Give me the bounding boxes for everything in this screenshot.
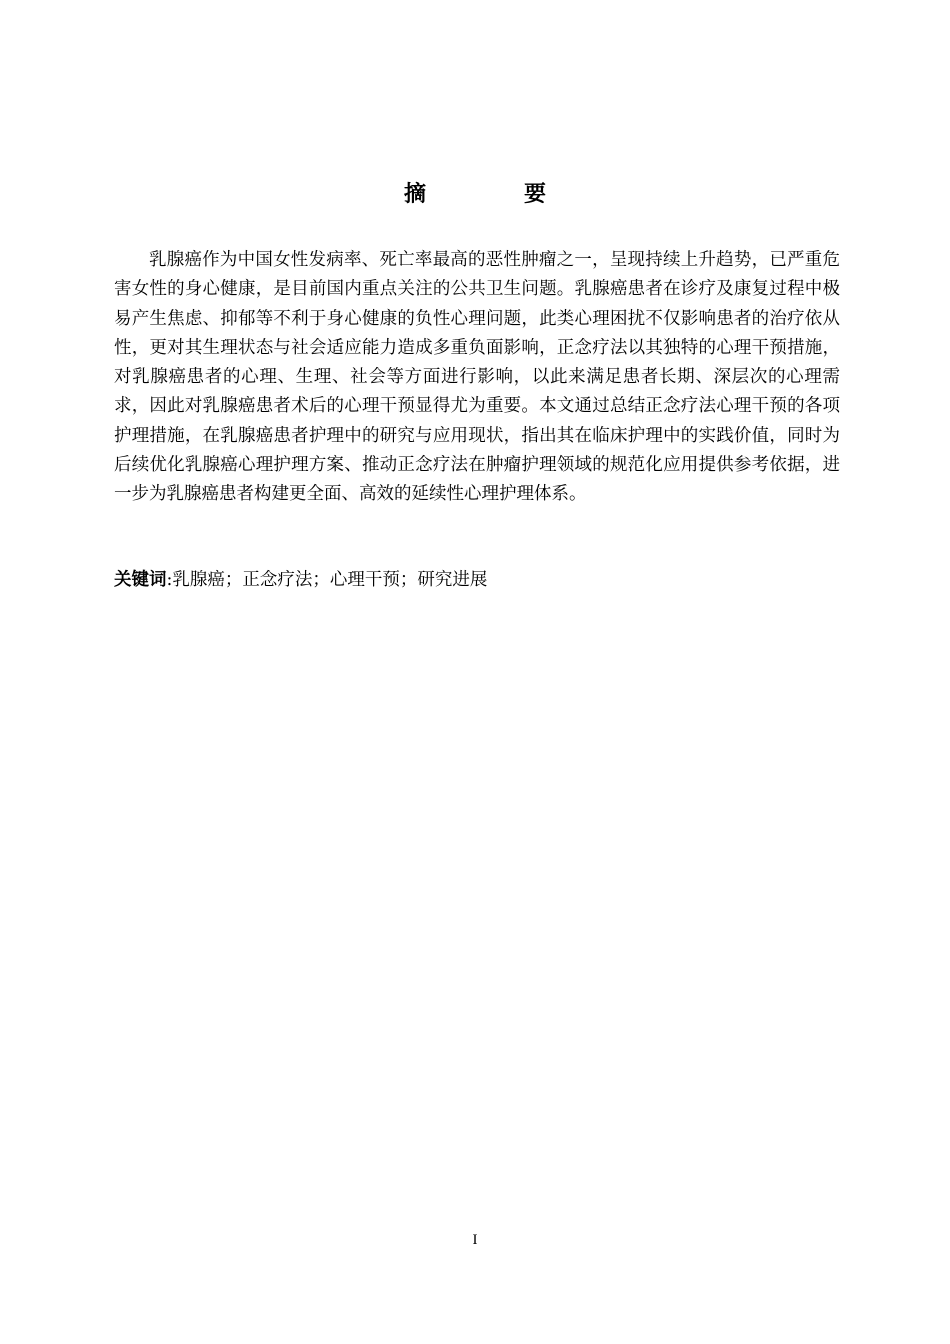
abstract-body: 乳腺癌作为中国女性发病率、死亡率最高的恶性肿瘤之一，呈现持续上升趋势，已严重危害女性的身心健康，是目前国内重点关注的公共卫生问题。乳腺癌患者在诊疗及康复过程中极易产生焦虑、抑郁等不利于身心健康的负性心理问题，此类心理困扰不仅影响患者的治疗依从性，更对其生理状态与社会适应能力造成多重负面影响，正念疗法以其独特的心理干预措施，对乳腺癌患者的心理、生理、社会等方面进行影响，以此来满足患者长期、深层次的心理需求，因此对乳腺癌患者术后的心理干预显得尤为重要。本文通过总结正念疗法心理干预的各项护理措施，在乳腺癌患者护理中的研究与应用现状，指出其在临床护理中的实践价值，同时为后续优化乳腺癌心理护理方案、推动正念疗法在肿瘤护理领域的规范化应用提供参考依据，进一步为乳腺癌患者构建更全面、高效的延续性心理护理体系。: [114, 250, 840, 505]
keywords-label: 关键词: [114, 570, 167, 590]
keywords-list: 乳腺癌；正念疗法；心理干预；研究进展: [172, 570, 488, 590]
keywords-separator: :: [166, 570, 173, 590]
page-number: I: [472, 1232, 478, 1248]
keywords-line: [114, 566, 840, 595]
abstract-title: 摘 要: [403, 182, 584, 207]
